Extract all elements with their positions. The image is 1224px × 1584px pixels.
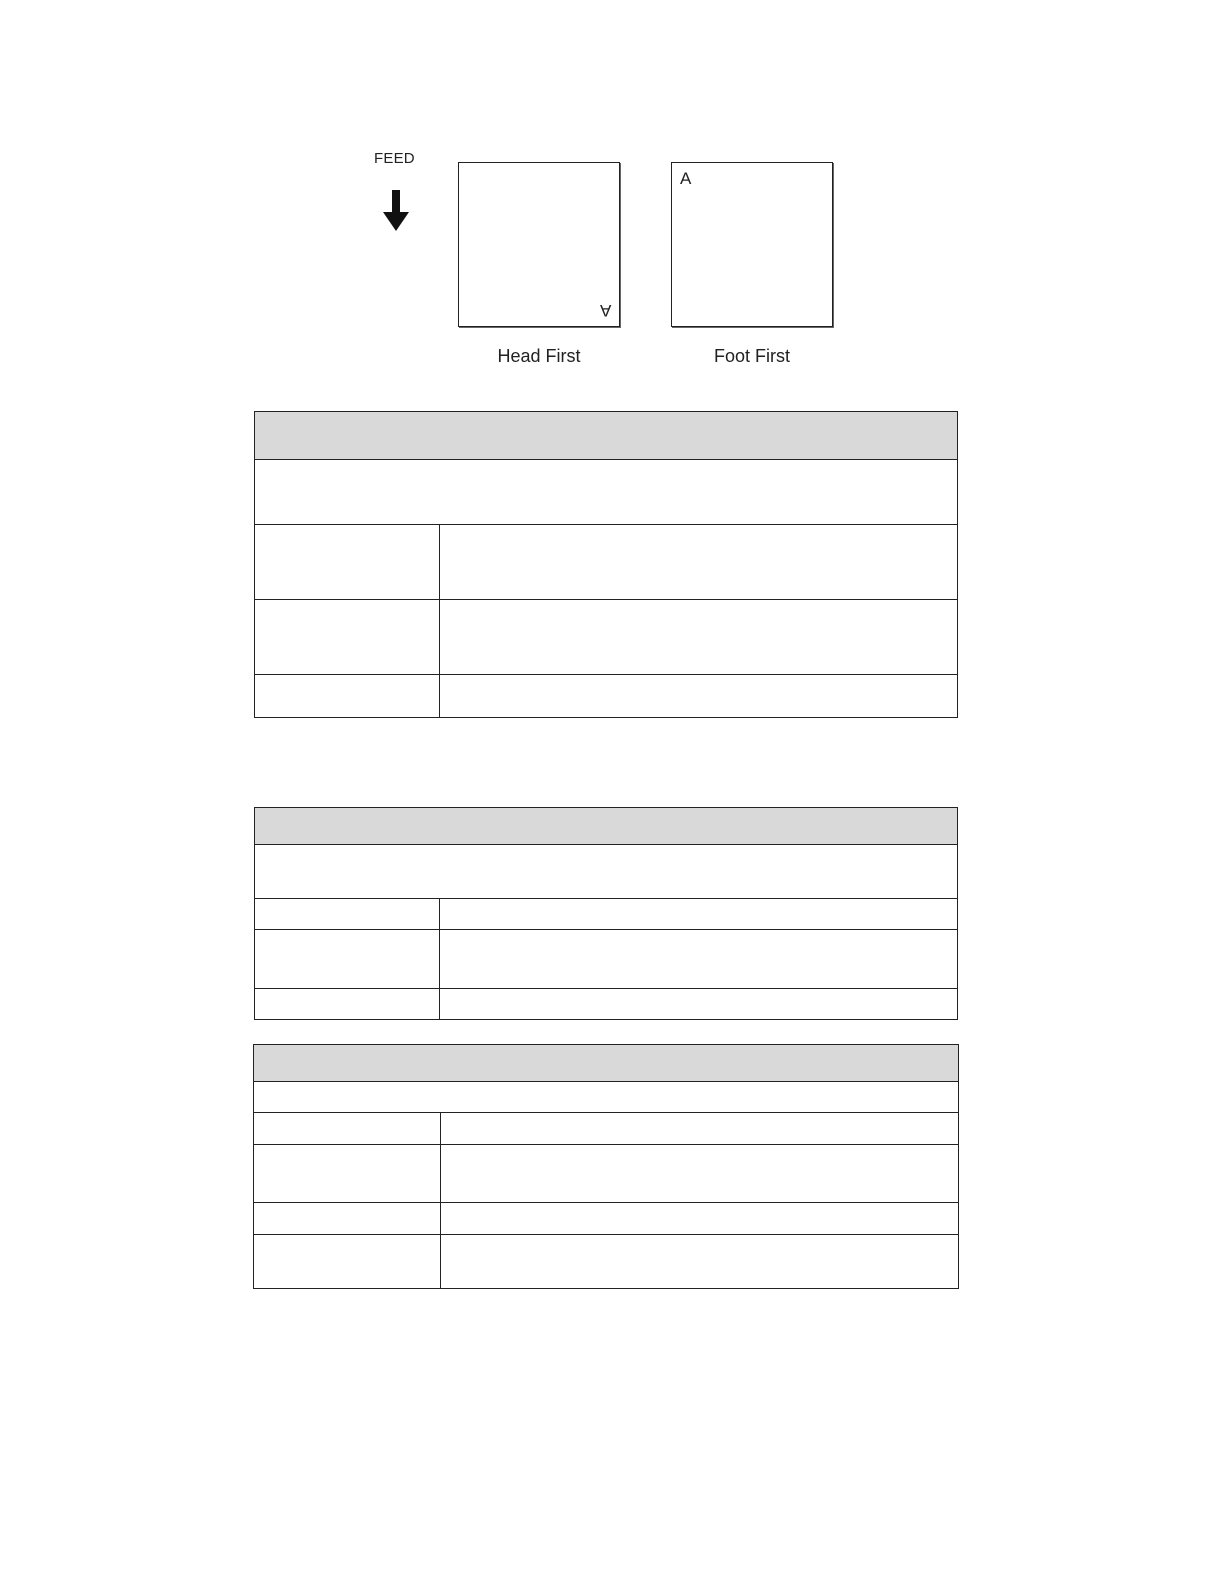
- table-header-cell: [255, 808, 958, 845]
- spec-table-2: [254, 807, 958, 1020]
- feed-orientation-figure: [360, 140, 850, 380]
- table-description-cell: [255, 845, 958, 899]
- table-label-cell: [254, 1113, 441, 1145]
- table-header-row: [255, 412, 958, 460]
- table-description-row: [254, 1082, 959, 1113]
- table-header-cell: [255, 412, 958, 460]
- table-row: [255, 930, 958, 989]
- table-description-row: [255, 845, 958, 899]
- table-label-cell: [255, 600, 440, 675]
- table-value-cell: [441, 1145, 959, 1203]
- table-value-cell: [441, 1113, 959, 1145]
- table-value-cell: [440, 525, 958, 600]
- table-value-cell: [440, 600, 958, 675]
- table-value-cell: [440, 899, 958, 930]
- table-row: [255, 675, 958, 718]
- head-first-paper: [458, 162, 620, 327]
- table-label-cell: [254, 1235, 441, 1289]
- table-row: [255, 525, 958, 600]
- table-header-cell: [254, 1045, 959, 1082]
- foot-first-paper: [671, 162, 833, 327]
- spec-table-3: [253, 1044, 959, 1289]
- table-value-cell: [441, 1235, 959, 1289]
- table-header-row: [255, 808, 958, 845]
- table-header-row: [254, 1045, 959, 1082]
- table-description-cell: [254, 1082, 959, 1113]
- foot-first-caption: Foot First: [713, 346, 790, 366]
- table-value-cell: [440, 930, 958, 989]
- table-row: [254, 1113, 959, 1145]
- head-first-letter: A: [599, 301, 611, 320]
- table-row: [254, 1235, 959, 1289]
- table-row: [254, 1145, 959, 1203]
- foot-first-letter: A: [680, 169, 692, 188]
- table-description-row: [255, 460, 958, 525]
- spec-table-1: [254, 411, 958, 718]
- table-row: [255, 600, 958, 675]
- table-description-cell: [255, 460, 958, 525]
- head-first-caption: Head First: [497, 346, 581, 366]
- feed-label: FEED: [374, 150, 415, 167]
- table-row: [255, 899, 958, 930]
- table-label-cell: [255, 899, 440, 930]
- table-label-cell: [255, 930, 440, 989]
- table-row: [254, 1203, 959, 1235]
- table-row: [255, 989, 958, 1020]
- table-label-cell: [255, 525, 440, 600]
- table-label-cell: [254, 1145, 441, 1203]
- table-value-cell: [440, 989, 958, 1020]
- arrow-down-icon: [382, 190, 410, 232]
- table-label-cell: [255, 675, 440, 718]
- table-value-cell: [441, 1203, 959, 1235]
- table-value-cell: [440, 675, 958, 718]
- table-label-cell: [254, 1203, 441, 1235]
- table-label-cell: [255, 989, 440, 1020]
